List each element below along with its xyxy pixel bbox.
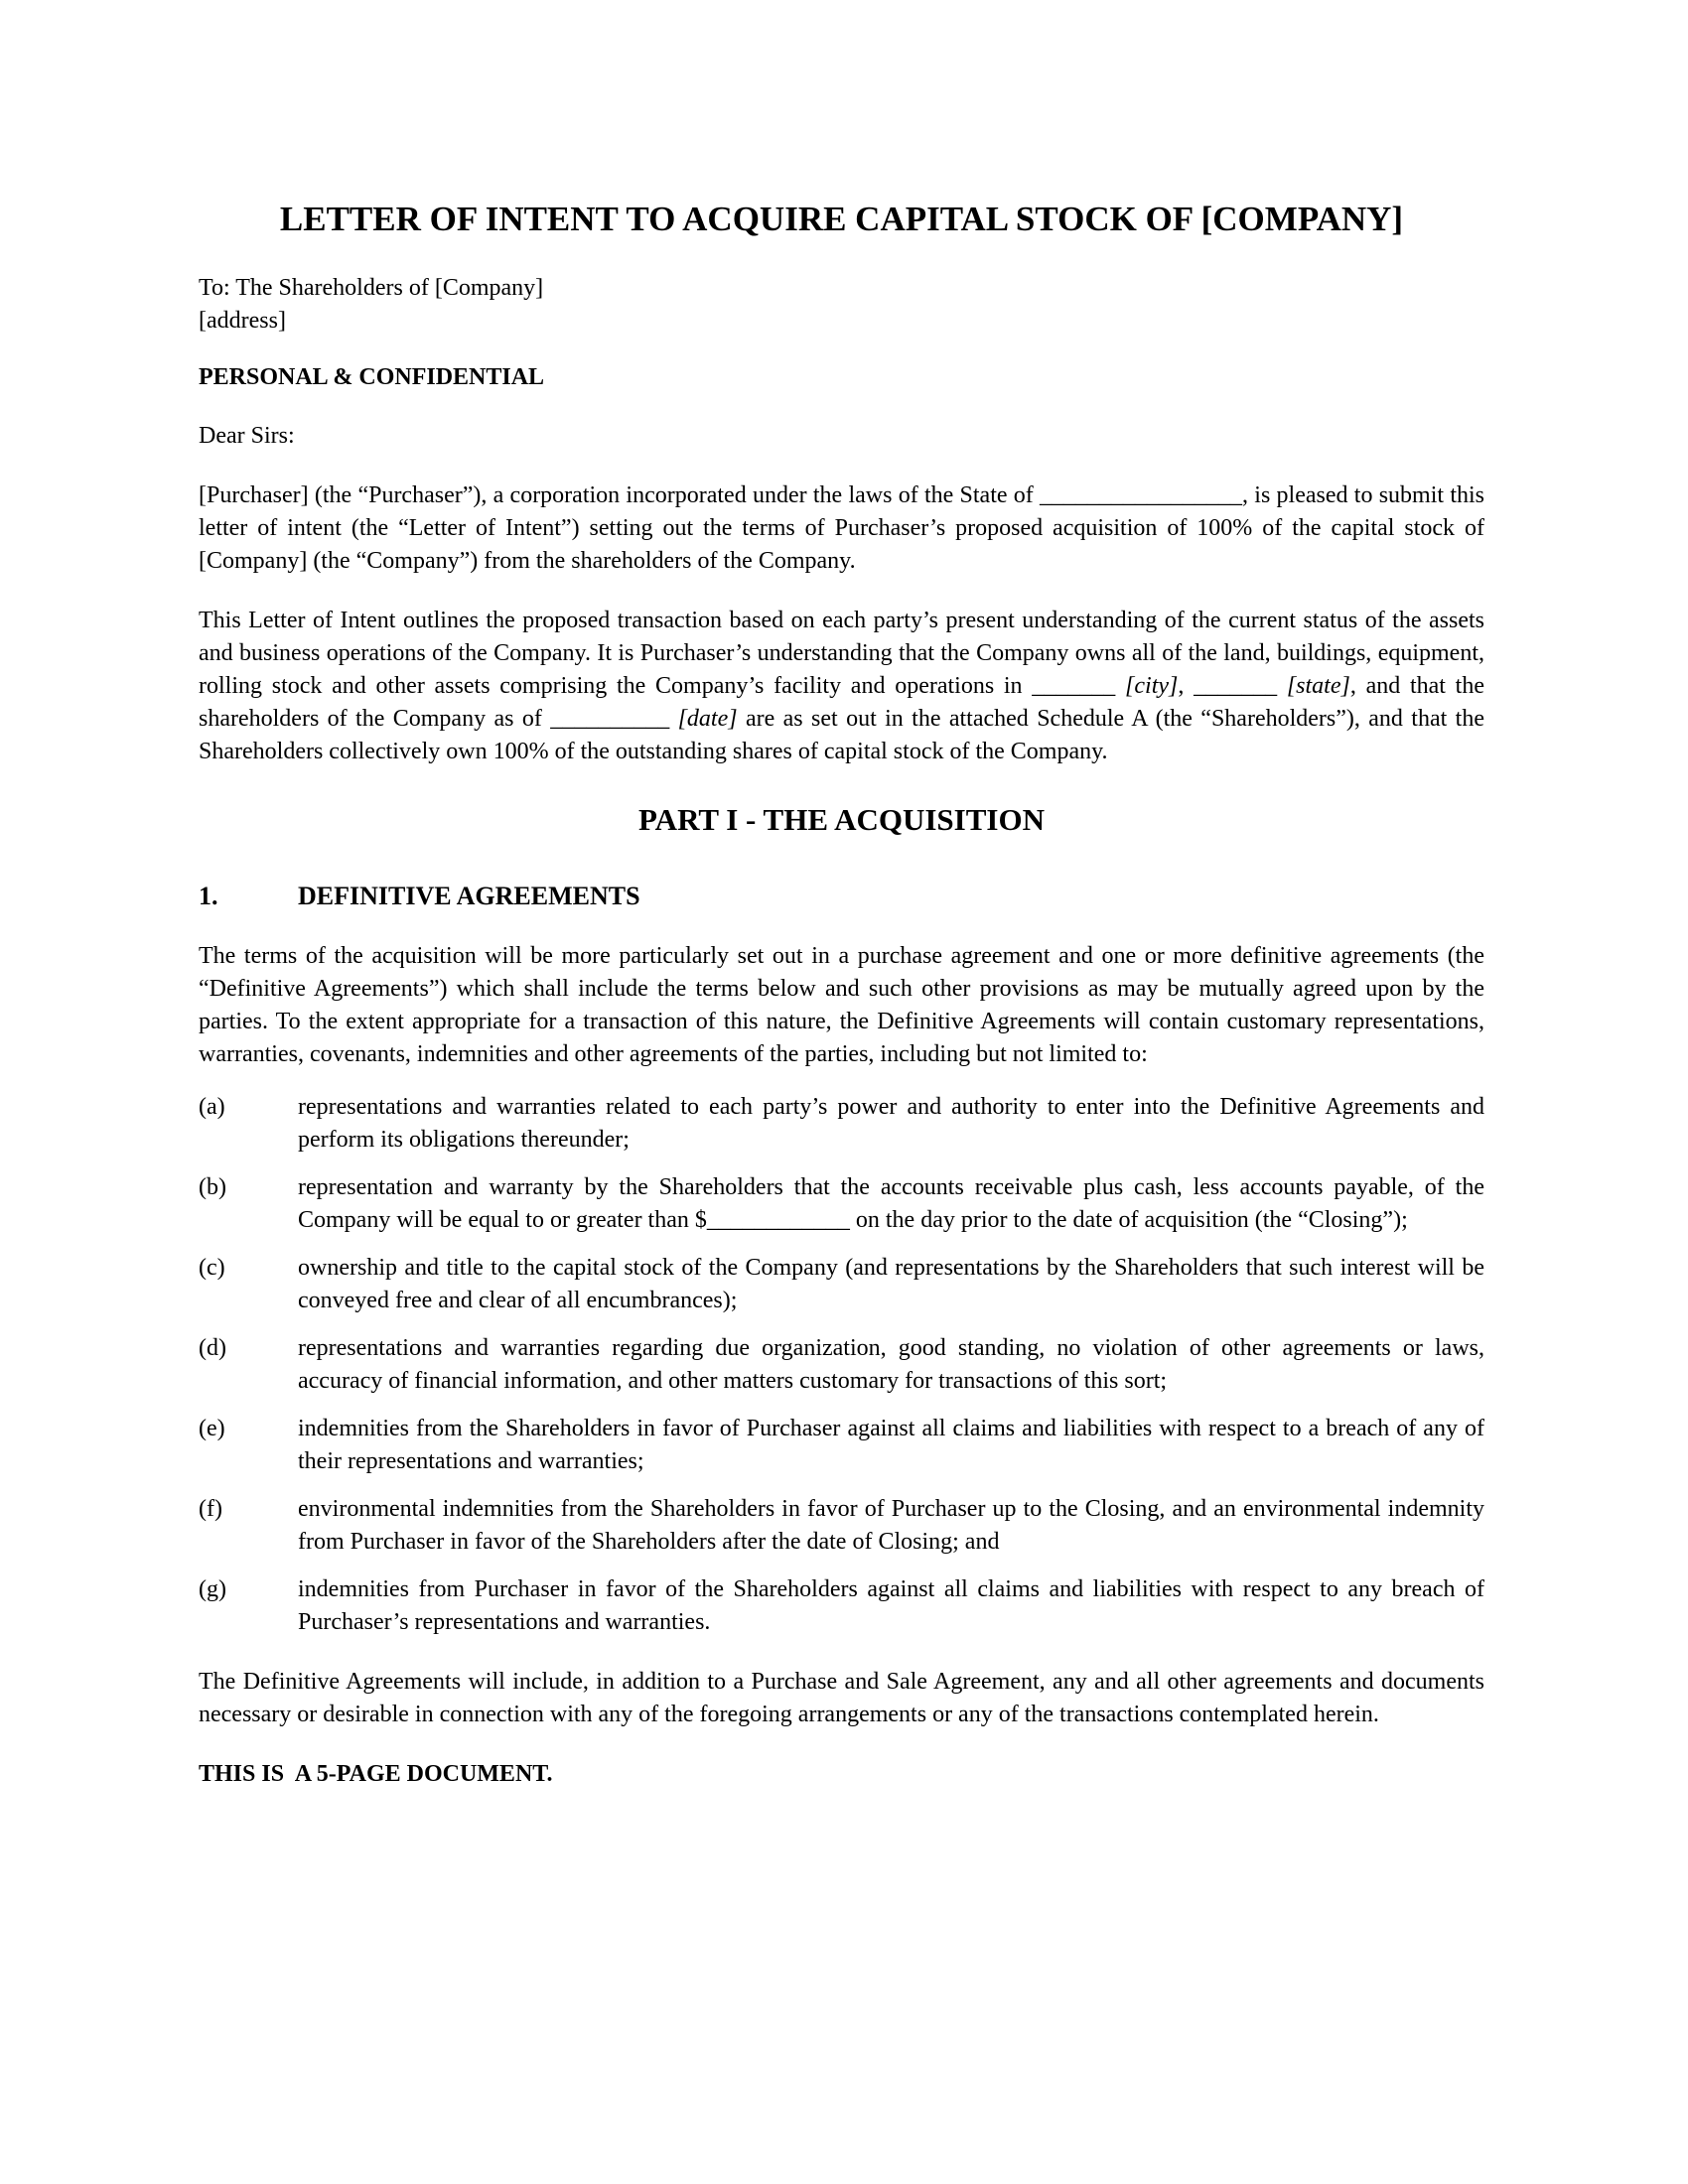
item-text: representations and warranties regarding due organization, good standing, no violation of other agreements or laws, accuracy of financial information, and other matters customary for transactions of this sort; — [298, 1335, 1484, 1394]
placeholder-italic-text: [date] — [677, 706, 738, 732]
list-item-b — [199, 1171, 1484, 1237]
list-item-c — [199, 1252, 1484, 1317]
paragraph-text: are as set out in the attached Schedule A (the “Shareholders”), and that the Shareholders collectively own 100% of the outstanding shares of capital stock of the Company. — [199, 706, 1485, 764]
item-text: environmental indemnities from the Shareholders in favor of Purchaser up to the Closing, and an environmental indemnity from Purchaser in favor of the Shareholders after the date of Closing; and — [298, 1496, 1484, 1555]
list-item-e — [199, 1413, 1484, 1478]
item-text: ownership and title to the capital stock of the Company (and representations by the Shareholders that such interest will be conveyed free and clear of all encumbrances); — [298, 1255, 1484, 1313]
recipient-to-line: To: The Shareholders of [Company] — [199, 275, 544, 301]
page-count-note: THIS IS A 5-PAGE DOCUMENT. — [199, 1761, 553, 1787]
recipient-address-line: [address] — [199, 308, 286, 334]
item-label: (b) — [199, 1174, 226, 1200]
salutation: Dear Sirs: — [199, 423, 295, 449]
confidential-label: PERSONAL & CONFIDENTIAL — [199, 364, 545, 390]
item-text: indemnities from Purchaser in favor of the Shareholders against all claims and liabilities with respect to any breach of Purchaser’s representations and warranties. — [298, 1576, 1484, 1635]
paragraph-text: , _______ — [1178, 673, 1287, 699]
definitive-agreements-paragraph: The terms of the acquisition will be more particularly set out in a purchase agreement and one or more definitive agreements (the “Definitive Agreements”) which shall include the terms below and such other provisions as may be mutually agreed upon by the parties. To the extent appropriate for a transaction of this nature, the Definitive Agreements will contain customary representations, warranties, covenants, indemnities and other agreements of the parties, including but not limited to: — [199, 943, 1484, 1067]
section-number: 1. — [199, 882, 218, 910]
paragraph-text: This Letter of Intent outlines the proposed transaction based on each party’s present understanding of the current status of the assets and business operations of the Company. It is Purchaser’s understanding that the Company owns all of the land, buildings, equipment, rolling stock and other assets comprising the Company’s facility and operations in _______ — [199, 608, 1484, 699]
clause-list — [199, 1091, 1484, 1639]
item-text: representation and warranty by the Shareholders that the accounts receivable plus cash, less accounts payable, of the Company will be equal to or greater than $____________ on the day prior to the date of acquisition (the “Closing”); — [298, 1174, 1484, 1233]
item-text: indemnities from the Shareholders in favor of Purchaser against all claims and liabilities with respect to a breach of any of their representations and warranties; — [298, 1416, 1484, 1474]
item-label: (f) — [199, 1496, 222, 1522]
item-text: representations and warranties related to each party’s power and authority to enter into the Definitive Agreements and perform its obligations thereunder; — [298, 1094, 1484, 1153]
closing-paragraph: The Definitive Agreements will include, in addition to a Purchase and Sale Agreement, any and all other agreements and documents necessary or desirable in connection with any of the foregoing arrangements or any of the transactions contemplated herein. — [199, 1669, 1484, 1727]
part-one-heading: PART I - THE ACQUISITION — [638, 802, 1045, 837]
understanding-paragraph — [199, 605, 1484, 768]
intro-paragraph: [Purchaser] (the “Purchaser”), a corporation incorporated under the laws of the State of _________________, is pleased to submit this letter of intent (the “Letter of Intent”) setting out the terms of Purchaser’s proposed acquisition of 100% of the capital stock of [Company] (the “Company”) from the shareholders of the Company. — [199, 482, 1484, 574]
list-item-a — [199, 1091, 1484, 1157]
item-label: (c) — [199, 1255, 225, 1281]
item-label: (d) — [199, 1335, 226, 1361]
list-item-d — [199, 1332, 1484, 1398]
list-item-g — [199, 1573, 1484, 1639]
item-label: (a) — [199, 1094, 225, 1120]
paragraph-text: , and that the shareholders of the Company as of __________ — [199, 673, 1484, 732]
item-label: (g) — [199, 1576, 226, 1602]
list-item-f — [199, 1493, 1484, 1559]
section-title: DEFINITIVE AGREEMENTS — [298, 882, 640, 910]
document-title: LETTER OF INTENT TO ACQUIRE CAPITAL STOCK OF [COMPANY] — [279, 200, 1404, 238]
placeholder-italic-text: [state] — [1286, 673, 1350, 699]
placeholder-italic-text: [city] — [1125, 673, 1179, 699]
item-label: (e) — [199, 1416, 225, 1441]
section-heading — [199, 880, 1484, 913]
